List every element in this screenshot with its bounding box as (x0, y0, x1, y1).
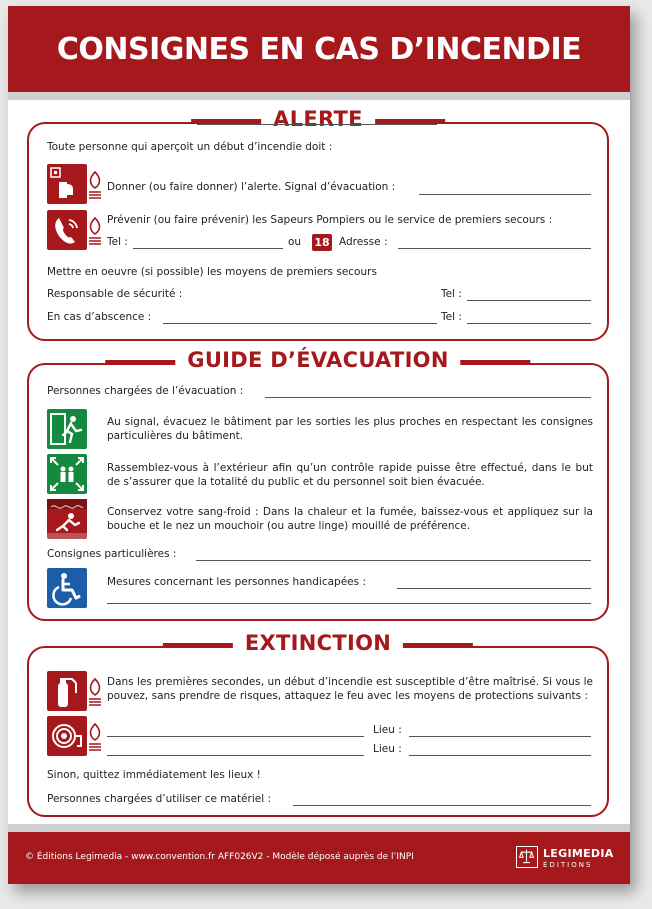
poster-header (8, 6, 630, 92)
responsable-label: Responsable de sécurité : (47, 288, 183, 300)
tel3-label: Tel : (441, 311, 462, 323)
consignes-particulieres-label: Consignes particulières : (47, 548, 177, 560)
tel2-field[interactable] (467, 300, 591, 301)
alarm-button-icon (47, 164, 87, 204)
handicap-field-1[interactable] (397, 588, 591, 589)
emergency-number-badge: 18 (312, 234, 332, 251)
section-evacuation (27, 348, 609, 621)
evacuation-instruction-1: Au signal, évacuez le bâtiment par les sorties les plus proches en respectant les consignes particulières du bâtiment. (107, 416, 593, 442)
evacuation-instruction-3: Conservez votre sang-froid : Dans la chaleur et la fumée, baissez-vous et appliquez sur la bouche et le nez un mouchoir (ou autre linge) mouillé de préférence. (107, 506, 593, 532)
tel2-label: Tel : (441, 288, 462, 300)
lieu2-label: Lieu : (373, 743, 402, 755)
poster-title: CONSIGNES EN CAS D’INCENDIE (56, 31, 582, 67)
poster-footer (8, 832, 630, 884)
signal-evacuation-field[interactable] (419, 194, 591, 195)
alerte-item-signal: Donner (ou faire donner) l’alerte. Signal d’évacuation : (107, 181, 396, 193)
extinction-instruction: Dans les premières secondes, un début d’incendie est susceptible d’être maîtrisé. Si vous le pouvez, sans prendre de risques, attaquez le feu avec les moyens de protections suivants : (107, 676, 593, 702)
emergency-exit-icon (47, 409, 87, 449)
fire-extinguisher-icon (47, 671, 87, 711)
fire-symbol-icon (87, 671, 103, 711)
section-alerte (27, 107, 609, 341)
consignes-particulieres-field[interactable] (196, 560, 591, 561)
sinon-instruction: Sinon, quittez immédiatement les lieux ! (47, 769, 261, 781)
moyen-field-2[interactable] (107, 755, 364, 756)
wheelchair-icon (47, 568, 87, 608)
assembly-point-icon (47, 454, 87, 494)
smoke-crouch-icon (47, 499, 87, 539)
adresse-field[interactable] (398, 248, 591, 249)
absence-field[interactable] (163, 323, 437, 324)
fire-symbol-icon (87, 164, 103, 204)
ou-label: ou (288, 236, 302, 248)
footer-copyright: © Éditions Legimedia - www.convention.fr AFF026V2 - Modèle déposé auprès de l’INPI (25, 852, 414, 862)
fire-hose-icon (47, 716, 87, 756)
footer-divider (8, 824, 630, 832)
phone-icon (47, 210, 87, 250)
section-title-evacuation: GUIDE D’ÉVACUATION (175, 348, 460, 372)
absence-label: En cas d’abscence : (47, 311, 152, 323)
header-divider (8, 92, 630, 100)
lieu1-label: Lieu : (373, 724, 402, 736)
materiel-label: Personnes chargées d’utiliser ce matériel : (47, 793, 272, 805)
responsable-field[interactable] (197, 124, 437, 125)
alerte-item-pompiers: Prévenir (ou faire prévenir) les Sapeurs Pompiers ou le service de premiers secours : (107, 214, 553, 226)
adresse-label: Adresse : (339, 236, 388, 248)
handicap-field-2[interactable] (107, 603, 591, 604)
handicap-label: Mesures concernant les personnes handicapées : (107, 576, 366, 588)
evacuation-persons-field[interactable] (265, 397, 591, 398)
tel3-field[interactable] (467, 323, 591, 324)
tel-field[interactable] (133, 248, 283, 249)
lieu2-field[interactable] (409, 755, 591, 756)
moyens-secours: Mettre en oeuvre (si possible) les moyens de premiers secours (47, 266, 377, 278)
materiel-field[interactable] (293, 805, 591, 806)
alerte-intro: Toute personne qui aperçoit un début d’incendie doit : (47, 141, 333, 153)
scales-icon (516, 846, 538, 868)
evacuation-instruction-2: Rassemblez-vous à l’extérieur afin qu’un contrôle rapide puisse être effectué, dans le but de s’assurer que la totalité du public et du personnel soit bien évacuée. (107, 462, 593, 488)
logo-name: LEGIMEDIA (543, 847, 614, 860)
fire-safety-poster (8, 6, 630, 884)
fire-symbol-icon (87, 716, 103, 756)
logo-sub: ÉDITIONS (543, 861, 593, 869)
lieu1-field[interactable] (409, 736, 591, 737)
tel-label: Tel : (107, 236, 128, 248)
section-extinction (27, 631, 609, 817)
fire-symbol-icon (87, 210, 103, 250)
legimedia-logo (516, 844, 616, 874)
section-title-extinction: EXTINCTION (233, 631, 403, 655)
moyen-field-1[interactable] (107, 736, 364, 737)
section-title-alerte: ALERTE (261, 107, 375, 131)
evacuation-persons-label: Personnes chargées de l’évacuation : (47, 385, 244, 397)
